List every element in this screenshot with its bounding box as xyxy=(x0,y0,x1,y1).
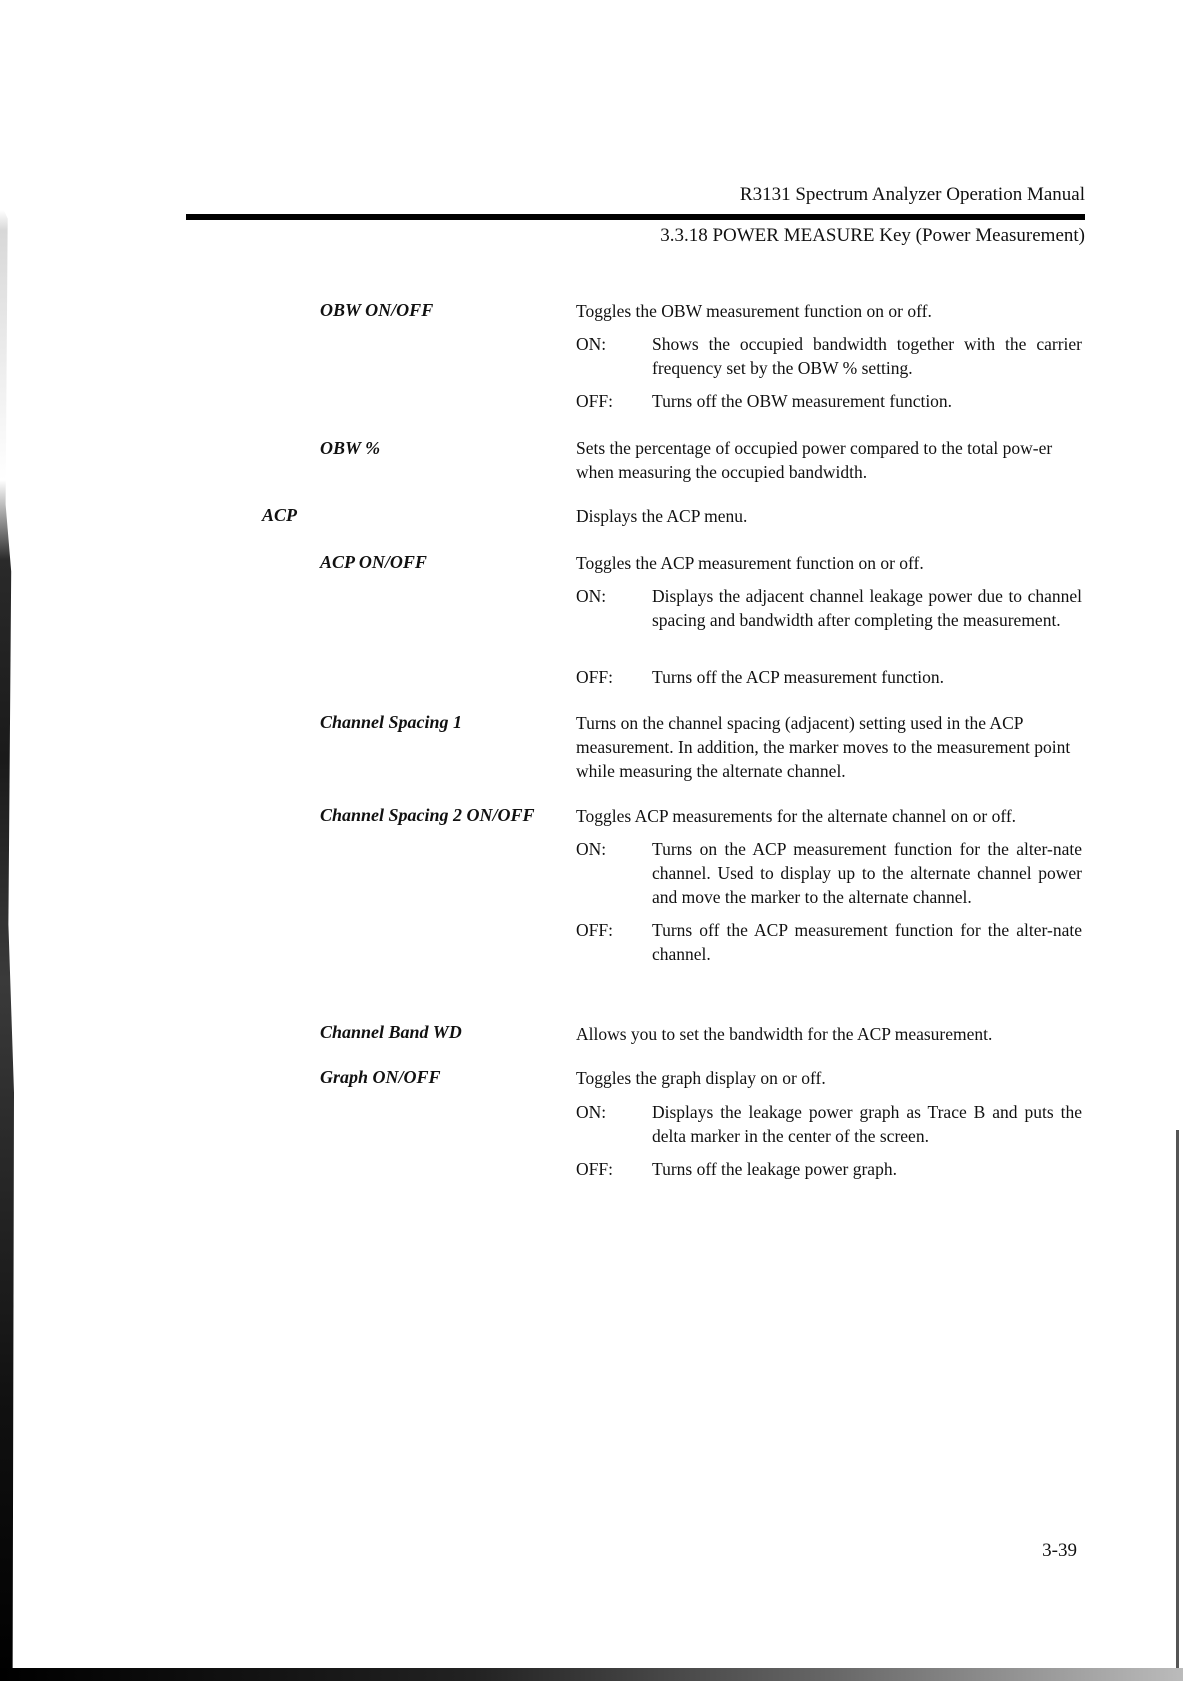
section-title: 3.3.18 POWER MEASURE Key (Power Measurement) xyxy=(660,225,1085,246)
option-text: Turns on the ACP measurement function for the alter-nate channel. Used to display up to the alternate channel power and move the marker to the alternate channel. xyxy=(652,839,1082,907)
option-key: ON: xyxy=(576,1102,607,1122)
desc-acp: Displays the ACP menu. xyxy=(576,506,748,526)
term-channel-band-wd: Channel Band WD xyxy=(320,1022,462,1042)
option-key: OFF: xyxy=(576,1159,613,1179)
term-acp: ACP xyxy=(262,505,298,525)
option-key: OFF: xyxy=(576,920,613,940)
option-text: Displays the leakage power graph as Trace B and puts the delta marker in the center of the screen. xyxy=(652,1102,1082,1146)
term-obw-on-off: OBW ON/OFF xyxy=(320,300,434,320)
term-obw-percent: OBW % xyxy=(320,438,381,458)
term-graph-on-off: Graph ON/OFF xyxy=(320,1067,441,1087)
option-text: Turns off the OBW measurement function. xyxy=(652,391,953,411)
desc-obw-on-off: Toggles the OBW measurement function on or off. xyxy=(576,301,932,321)
desc-channel-spacing-1: Turns on the channel spacing (adjacent) setting used in the ACP measurement. In addition, the marker moves to the measurement point while measuring the alternate channel. xyxy=(576,713,1071,781)
desc-graph-on-off: Toggles the graph display on or off. xyxy=(576,1068,826,1088)
page-number: 3-39 xyxy=(1042,1540,1077,1561)
option-key: ON: xyxy=(576,586,607,606)
scan-shadow-bottom xyxy=(0,1668,1183,1681)
option-key: OFF: xyxy=(576,391,613,411)
term-acp-on-off: ACP ON/OFF xyxy=(320,552,427,572)
term-channel-spacing-1: Channel Spacing 1 xyxy=(320,712,463,732)
option-text: Shows the occupied bandwidth together with the carrier frequency set by the OBW % setting. xyxy=(652,334,1082,378)
option-text: Turns off the ACP measurement function for the alter-nate channel. xyxy=(652,920,1082,964)
option-text: Displays the adjacent channel leakage power due to channel spacing and bandwidth after completing the measurement. xyxy=(652,586,1082,630)
desc-channel-spacing-2: Toggles ACP measurements for the alternate channel on or off. xyxy=(576,806,1017,826)
desc-channel-band-wd: Allows you to set the bandwidth for the ACP measurement. xyxy=(576,1024,993,1044)
option-key: ON: xyxy=(576,334,607,354)
desc-obw-percent: Sets the percentage of occupied power compared to the total pow-er when measuring the occupied bandwidth. xyxy=(576,438,1053,482)
option-text: Turns off the leakage power graph. xyxy=(652,1159,897,1179)
scan-shadow-left xyxy=(0,0,14,1681)
option-key: ON: xyxy=(576,839,607,859)
term-channel-spacing-2: Channel Spacing 2 ON/OFF xyxy=(320,805,535,825)
desc-acp-on-off: Toggles the ACP measurement function on or off. xyxy=(576,553,924,573)
option-text: Turns off the ACP measurement function. xyxy=(652,667,944,687)
header-rule xyxy=(186,214,1085,220)
manual-title: R3131 Spectrum Analyzer Operation Manual xyxy=(739,184,1085,205)
option-key: OFF: xyxy=(576,667,613,687)
scan-shadow-right xyxy=(1176,1130,1179,1675)
